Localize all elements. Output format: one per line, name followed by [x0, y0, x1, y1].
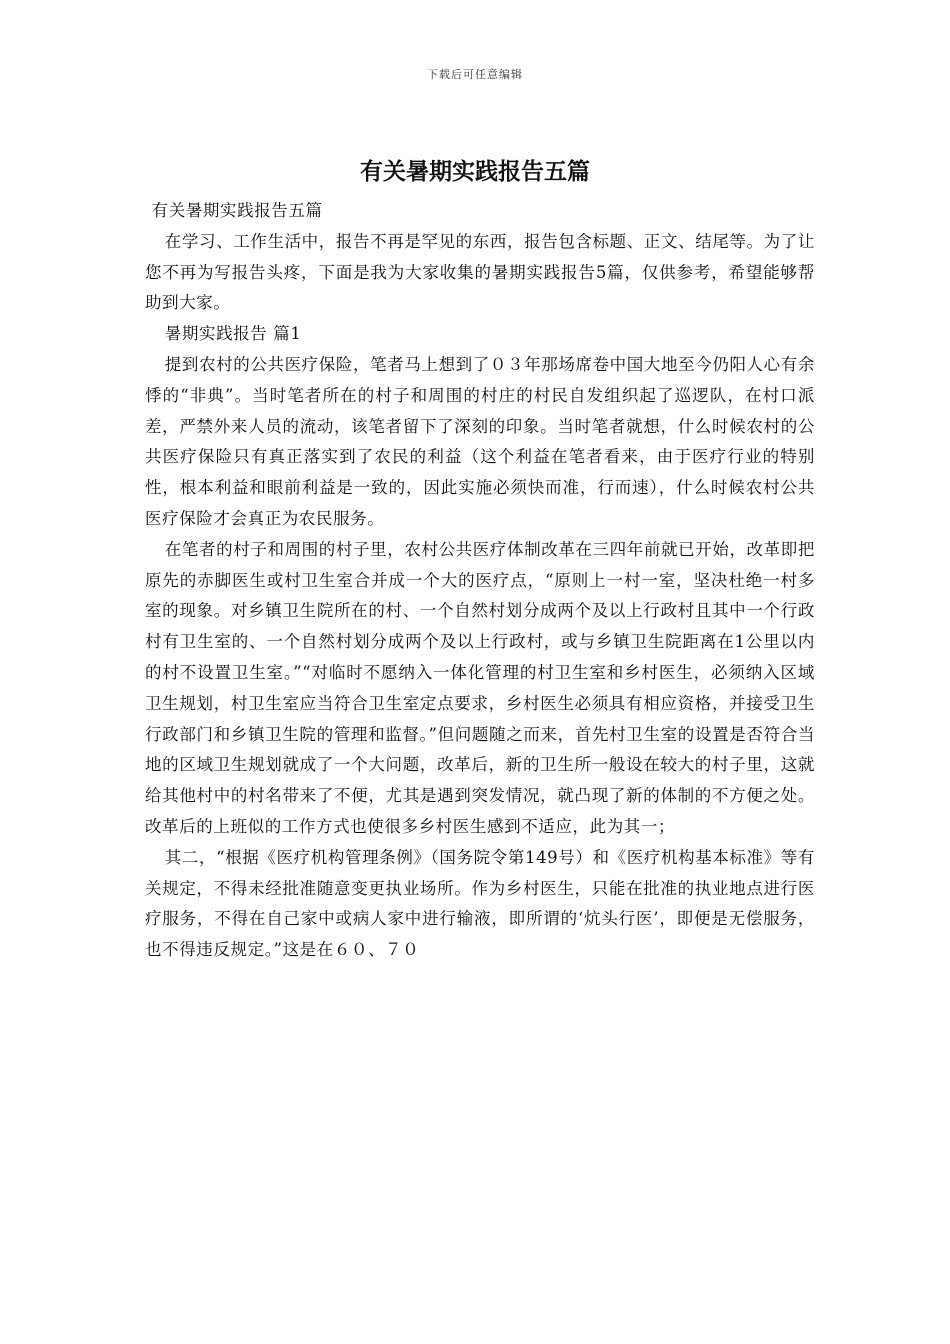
document-body	[145, 196, 815, 966]
body-paragraph: 提到农村的公共医疗保险，笔者马上想到了０３年那场席卷中国大地至今仍阳人心有余悸的“非典”。当时笔者所在的村子和周围的村庄的村民自发组织起了巡逻队，在村口派差，严禁外来人员的流动，该笔者留下了深刻的印象。当时笔者就想，什么时候农村的公共医疗保险只有真正落实到了农民的利益（这个利益在笔者看来，由于医疗行业的特别性，根本利益和眼前利益是一致的，因此实施必须快而准，行而速），什么时候农村公共医疗保险才会真正为农民服务。	[145, 354, 815, 528]
document-title: 有关暑期实践报告五篇	[360, 158, 590, 185]
body-paragraph: 其二，“根据《医疗机构管理条例》（国务院令第149号）和《医疗机构基本标准》等有关规定，不得未经批准随意变更执业场所。作为乡村医生，只能在批准的执业地点进行医疗服务，不得在自己家中或病人家中进行输液，即所谓的‘炕头行医’，即便是无偿服务，也不得违反规定。”这是在６０、７０	[145, 847, 815, 960]
page-header: 下载后可任意编辑	[427, 68, 523, 81]
body-paragraph: 在笔者的村子和周围的村子里，农村公共医疗体制改革在三四年前就已开始，改革即把原先的赤脚医生或村卫生室合并成一个大的医疗点，“原则上一村一室，坚决杜绝一村多室的现象。对乡镇卫生院所在的村、一个自然村划分成两个及以上行政村且其中一个行政村有卫生室的、一个自然村划分成两个及以上行政村，或与乡镇卫生院距离在1公里以内的村不设置卫生室。”“对临时不愿纳入一体化管理的村卫生室和乡村医生，必须纳入区域卫生规划，村卫生室应当符合卫生室定点要求，乡村医生必须具有相应资格，并接受卫生行政部门和乡镇卫生院的管理和监督。”但问题随之而来，首先村卫生室的设置是否符合当地的区域卫生规划就成了一个大问题，改革后，新的卫生所一般设在较大的村子里，这就给其他村中的村名带来了不便，尤其是遇到突发情况，就凸现了新的体制的不方便之处。改革后的上班似的工作方式也使很多乡村医生感到不适应，此为其一；	[145, 539, 815, 836]
subtitle-paragraph: 有关暑期实践报告五篇	[151, 201, 323, 220]
section-heading: 暑期实践报告 篇1	[164, 324, 302, 344]
intro-paragraph: 在学习、工作生活中，报告不再是罕见的东西，报告包含标题、正文、结尾等。为了让您不再为写报告头疼，下面是我为大家收集的暑期实践报告5篇，仅供参考，希望能够帮助到大家。	[145, 231, 815, 313]
